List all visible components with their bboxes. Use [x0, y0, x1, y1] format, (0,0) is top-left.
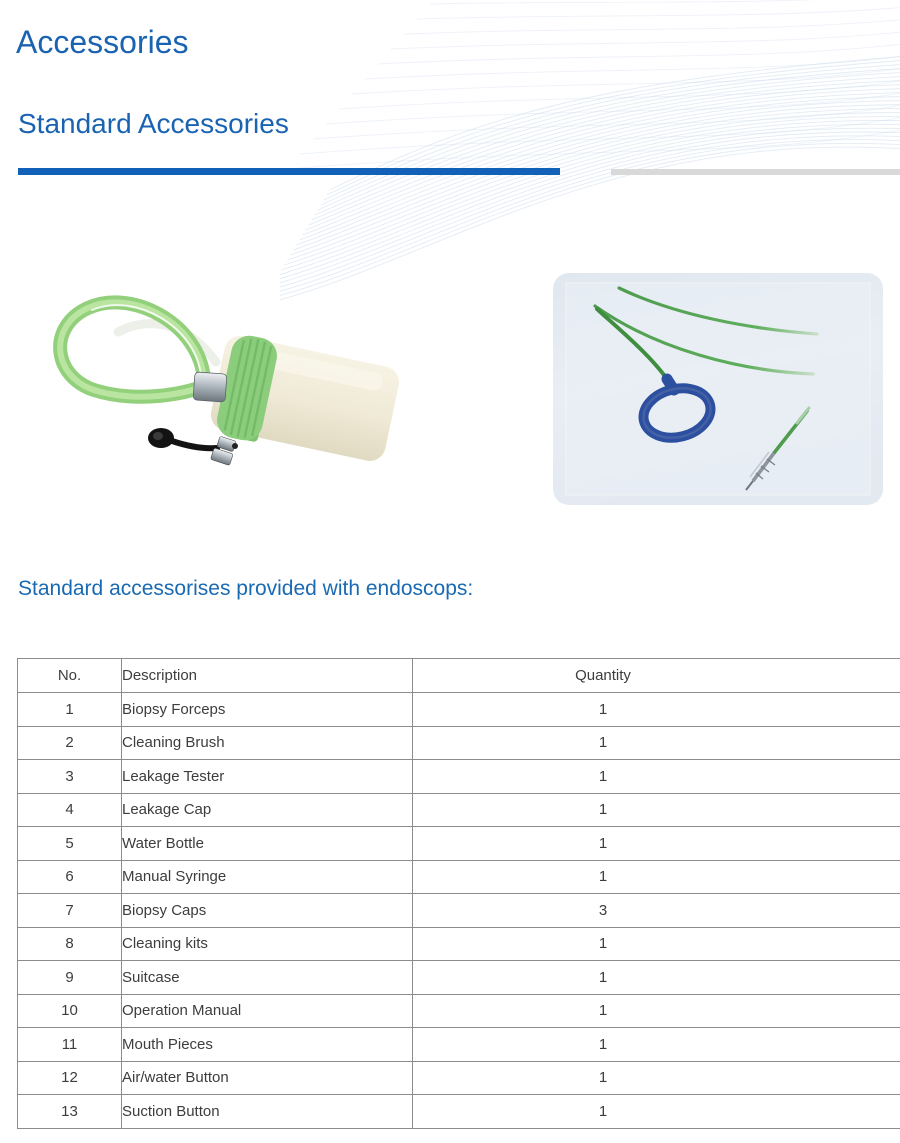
cell-quantity: 1	[413, 1028, 900, 1062]
table-header-quantity: Quantity	[413, 659, 900, 693]
table-row	[18, 827, 900, 861]
cell-no: 7	[18, 894, 122, 928]
table-row	[18, 693, 900, 727]
green-tube-loop	[60, 302, 204, 396]
table-row	[18, 927, 900, 961]
table-row	[18, 894, 900, 928]
cell-description: Air/water Button	[122, 1061, 413, 1095]
cell-quantity: 1	[413, 693, 900, 727]
metal-ferrule	[193, 372, 227, 402]
table-row	[18, 1061, 900, 1095]
table-header-description: Description	[122, 659, 413, 693]
table-row	[18, 994, 900, 1028]
cell-description: Leakage Tester	[122, 760, 413, 794]
cell-no: 6	[18, 860, 122, 894]
cell-quantity: 1	[413, 760, 900, 794]
cell-no: 3	[18, 760, 122, 794]
cell-description: Mouth Pieces	[122, 1028, 413, 1062]
page-title: Accessories	[16, 24, 189, 60]
table-row	[18, 860, 900, 894]
cell-description: Biopsy Caps	[122, 894, 413, 928]
cell-quantity: 1	[413, 726, 900, 760]
cell-quantity: 1	[413, 994, 900, 1028]
cell-no: 13	[18, 1095, 122, 1129]
cell-no: 10	[18, 994, 122, 1028]
cell-quantity: 1	[413, 860, 900, 894]
cell-no: 11	[18, 1028, 122, 1062]
table-row	[18, 793, 900, 827]
table-caption: Standard accessorises provided with endoscops:	[18, 577, 474, 600]
cell-description: Operation Manual	[122, 994, 413, 1028]
cell-description: Manual Syringe	[122, 860, 413, 894]
table-row	[18, 760, 900, 794]
cell-quantity: 1	[413, 1061, 900, 1095]
accessories-table	[17, 658, 900, 1129]
cell-quantity: 1	[413, 927, 900, 961]
cell-description: Suction Button	[122, 1095, 413, 1129]
accent-line-blue	[18, 168, 560, 175]
cell-no: 9	[18, 961, 122, 995]
water-bottle-photo	[48, 288, 412, 493]
cell-description: Biopsy Forceps	[122, 693, 413, 727]
table-row	[18, 1095, 900, 1129]
cell-no: 4	[18, 793, 122, 827]
cell-description: Leakage Cap	[122, 793, 413, 827]
table-row	[18, 961, 900, 995]
cell-quantity: 1	[413, 827, 900, 861]
cell-description: Cleaning kits	[122, 927, 413, 961]
cell-no: 2	[18, 726, 122, 760]
biopsy-forceps-photo	[553, 273, 883, 505]
cell-description: Suitcase	[122, 961, 413, 995]
table-header-row	[18, 659, 900, 693]
cell-no: 1	[18, 693, 122, 727]
cell-quantity: 1	[413, 1095, 900, 1129]
table-header-no: No.	[18, 659, 122, 693]
cell-quantity: 1	[413, 961, 900, 995]
table-row	[18, 1028, 900, 1062]
accent-line-gray	[611, 169, 900, 175]
cell-no: 8	[18, 927, 122, 961]
cell-description: Cleaning Brush	[122, 726, 413, 760]
cell-no: 5	[18, 827, 122, 861]
table-row	[18, 726, 900, 760]
cell-description: Water Bottle	[122, 827, 413, 861]
section-heading: Standard Accessories	[18, 108, 289, 139]
cell-no: 12	[18, 1061, 122, 1095]
background-swirl-decoration	[280, 0, 900, 310]
cell-quantity: 3	[413, 894, 900, 928]
cell-quantity: 1	[413, 793, 900, 827]
